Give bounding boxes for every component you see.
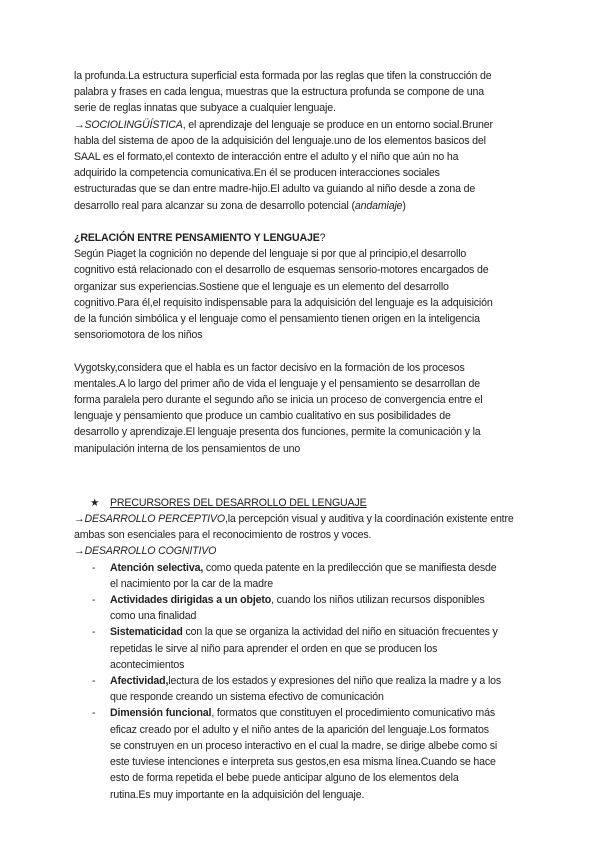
- text-run: este tuviese intenciones e interpreta sus gestos,en esa misma línea.Cuando se hace: [110, 756, 496, 769]
- text-run: como queda patente en la predilección que se manifiesta desde: [203, 561, 497, 574]
- italic-text: →SOCIOLINGÜÍSTICA: [74, 118, 183, 131]
- paragraph-spacer: [74, 457, 544, 495]
- text-line: [74, 543, 544, 559]
- text-line: [74, 392, 544, 408]
- text-run: ): [402, 199, 406, 212]
- text-line: [110, 705, 544, 721]
- bold-text: Dimensión funcional: [110, 707, 212, 720]
- text-line: [74, 262, 544, 278]
- text-run: la profunda.La estructura superficial esta formada por las reglas que tifen la construcción de: [74, 70, 492, 82]
- text-run: mentales.A lo largo del primer año de vida el lenguaje y el pensamiento se desarrollan de: [74, 377, 480, 390]
- text-line: [110, 770, 544, 786]
- text-run: serie de reglas innatas que subyace a cualquier lenguaje.: [74, 102, 336, 115]
- text-line: [74, 327, 544, 343]
- bold-text: Sistematicidad: [110, 626, 183, 639]
- dash-bullet-icon: -: [92, 707, 96, 720]
- text-line: [74, 360, 544, 376]
- text-line: [74, 68, 544, 84]
- list-item: [74, 673, 544, 705]
- text-line: [74, 230, 544, 246]
- list-item: [74, 592, 544, 624]
- list-item: [74, 624, 544, 673]
- bold-text: Atención selectiva,: [110, 561, 204, 574]
- list-item: [74, 705, 544, 802]
- dash-bullet-icon: -: [92, 626, 96, 639]
- text-line: [74, 311, 544, 327]
- text-run: lenguaje y pensamiento que produce un cambio cualitativo en sus posibilidades de: [74, 410, 451, 423]
- text-line: [74, 84, 544, 100]
- text-run: sensoriomotora de los niños: [74, 329, 203, 342]
- text-run: estructuradas que se dan entre madre-hijo.El adulto va guiando al niño desde a zona de: [74, 183, 476, 196]
- text-run: organizar sus experiencias.Sostiene que el lenguaje es un elemento del desarrollo: [74, 280, 449, 293]
- italic-text: →DESARROLLO PERCEPTIVO: [74, 513, 225, 526]
- text-line: [110, 738, 544, 754]
- text-run: lectura de los estados y expresiones del niño que realiza la madre y a los: [168, 675, 502, 688]
- text-run: desarrollo real para alcanzar su zona de desarrollo potencial (: [74, 199, 355, 212]
- text-run: SAAL es el formato,el contexto de interacción entre el adulto y el niño que aún no ha: [74, 151, 459, 164]
- text-line: [110, 608, 544, 624]
- text-line: [110, 689, 544, 705]
- text-run: , formatos que constituyen el procedimiento comunicativo más: [211, 707, 495, 720]
- text-run: eficaz creado por el adulto y el niño antes de la aparición del lenguaje.Los formatos: [110, 723, 489, 736]
- paragraph-spacer: [74, 214, 544, 230]
- document-page: [74, 68, 544, 803]
- text-line: [74, 133, 544, 149]
- dash-bullet-icon: -: [92, 594, 96, 607]
- text-line: [110, 560, 544, 576]
- text-run: ,la percepción visual y auditiva y la coordinación existente entre: [224, 513, 514, 526]
- text-run: como una finalidad: [110, 610, 197, 623]
- text-run: habla del sistema de apoo de la adquisición del lenguaje.uno de los elementos basicos del: [74, 134, 486, 147]
- bold-text: ¿RELACIÓN ENTRE PENSAMIENTO Y LENGUAJE: [74, 232, 320, 245]
- text-run: adquirido la competencia comunicativa.En él se producen interacciones sociales: [74, 167, 440, 180]
- section-heading-bullet: [74, 495, 544, 511]
- dash-bullet-icon: -: [92, 561, 96, 574]
- paragraph: [74, 68, 544, 214]
- bold-text: Afectividad,: [110, 675, 169, 688]
- text-run: manipulación interna de los pensamientos de uno: [74, 442, 301, 455]
- paragraph-spacer: [74, 343, 544, 359]
- dash-bullet-icon: -: [92, 675, 96, 688]
- text-line: [110, 673, 544, 689]
- text-line: [74, 149, 544, 165]
- text-line: [110, 641, 544, 657]
- text-run: cognitivo.Para él,el requisito indispensable para la adquisición del lenguaje es la adquisición: [74, 296, 493, 309]
- text-line: [74, 246, 544, 262]
- paragraph: [74, 230, 544, 343]
- text-run: forma paralela pero durante el segundo año se inicia un proceso de convergencia entre el: [74, 394, 483, 407]
- text-run: repetidas le sirve al niño para aprender el orden en que se producen los: [110, 642, 438, 655]
- text-line: [74, 295, 544, 311]
- text-line: [110, 787, 544, 803]
- text-run: de la función simbólica y el lenguaje como el pensamiento tienen origen en la inteligencia: [74, 313, 480, 326]
- underlined-heading: PRECURSORES DEL DESARROLLO DEL LENGUAJE: [110, 496, 367, 509]
- list-item: [74, 560, 544, 592]
- text-line: [74, 165, 544, 181]
- text-line: [110, 592, 544, 608]
- text-line: [74, 117, 544, 133]
- text-run: Según Piaget la cognición no depende del lenguaje si por que al principio,el desarrollo: [74, 248, 467, 261]
- text-run: acontecimientos: [110, 658, 185, 671]
- text-run: cognitivo está relacionado con el desarrollo de esquemas sensorio-motores encargados de: [74, 264, 489, 277]
- text-run: con la que se organiza la actividad del niño en situación frecuentes y: [182, 626, 498, 639]
- italic-text: →DESARROLLO COGNITIVO: [74, 545, 217, 558]
- text-line: [74, 181, 544, 197]
- text-line: [74, 279, 544, 295]
- text-run: ?: [319, 232, 326, 245]
- text-line: [74, 511, 544, 527]
- text-line: [110, 657, 544, 673]
- bold-text: Actividades dirigidas a un objeto: [110, 594, 272, 607]
- text-run: palabra y frases en cada lengua, muestras que la estructura profunda se compone de una: [74, 86, 484, 99]
- paragraph: [74, 511, 544, 560]
- text-line: [74, 198, 544, 214]
- text-run: , cuando los niños utilizan recursos disponibles: [271, 594, 485, 607]
- text-line: [74, 100, 544, 116]
- text-line: [110, 495, 544, 511]
- text-line: [110, 754, 544, 770]
- text-run: se construyen en un proceso interactivo en el cual la madre, se dirige albebe como si: [110, 739, 498, 752]
- paragraph: [74, 360, 544, 457]
- text-run: desarrollo y aprendizaje.El lenguaje presenta dos funciones, permite la comunicación y la: [74, 426, 481, 439]
- text-run: , el aprendizaje del lenguaje se produce en un entorno social.Bruner: [182, 118, 493, 131]
- text-line: [74, 424, 544, 440]
- text-line: [110, 624, 544, 640]
- text-line: [74, 408, 544, 424]
- text-run: Vygotsky,considera que el habla es un factor decisivo en la formación de los procesos: [74, 361, 465, 374]
- text-run: esto de forma repetida el bebe puede anticipar alguno de los elementos dela: [110, 772, 459, 785]
- text-line: [74, 376, 544, 392]
- star-bullet-icon: ★: [90, 496, 100, 509]
- text-line: [74, 527, 544, 543]
- text-run: el nacimiento por la car de la madre: [110, 577, 274, 590]
- text-run: rutina.Es muy importante en la adquisición del lenguaje.: [110, 788, 365, 801]
- italic-text: andamiaje: [354, 199, 403, 212]
- text-line: [110, 576, 544, 592]
- text-line: [74, 441, 544, 457]
- text-run: que responde creando un sistema efectivo de comunicación: [110, 691, 384, 704]
- text-line: [110, 722, 544, 738]
- text-run: ambas son esenciales para el reconocimiento de rostros y voces.: [74, 529, 372, 542]
